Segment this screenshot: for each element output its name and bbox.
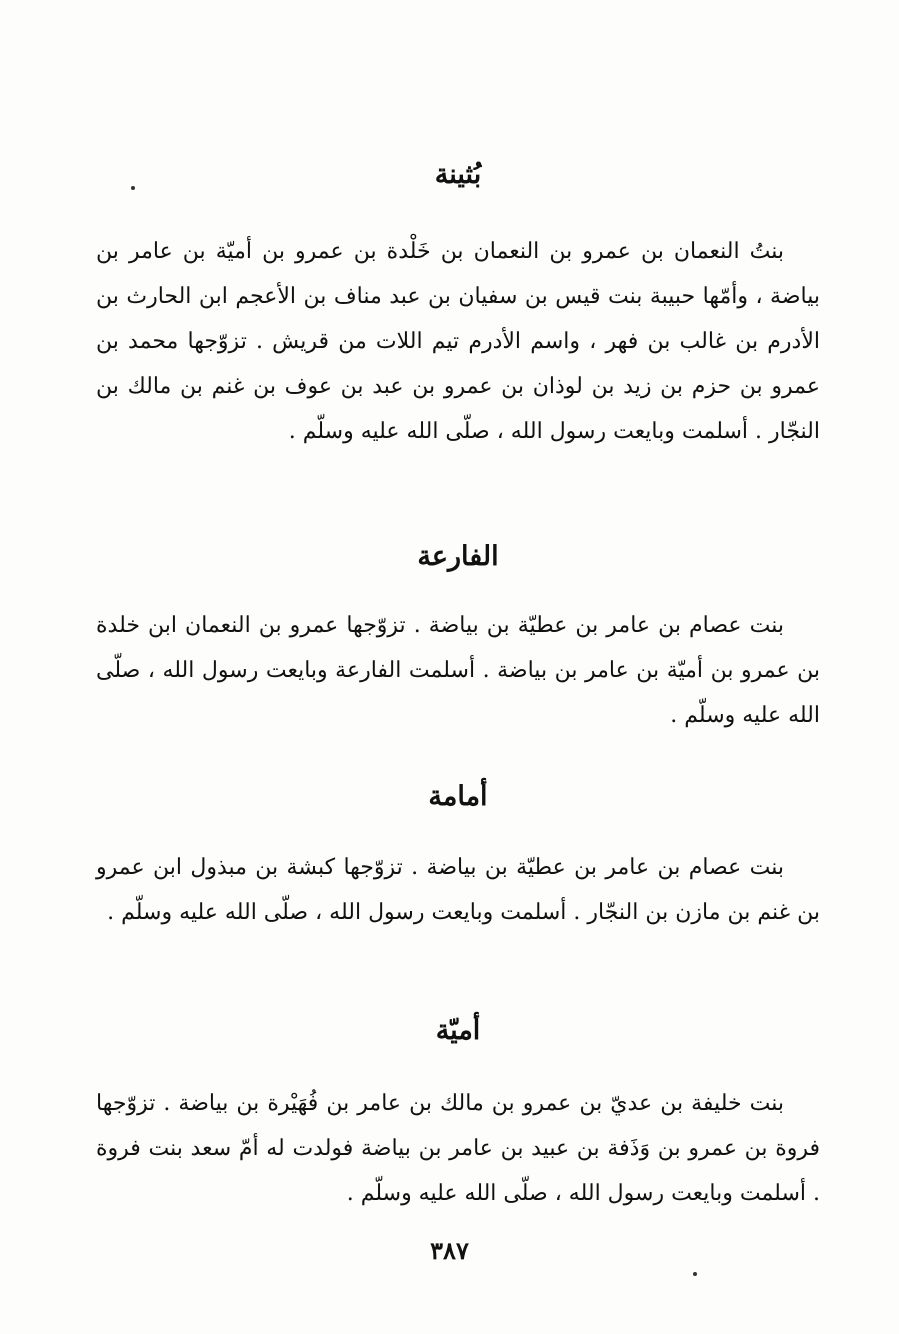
page-number: ٣٨٧	[430, 1236, 469, 1265]
entry-buthayna	[96, 155, 820, 454]
ink-speck	[131, 186, 135, 190]
entry-umayya	[96, 1011, 820, 1216]
entry-umama	[96, 777, 820, 935]
entry-title: الفارعة	[417, 541, 499, 572]
ink-speck	[693, 1272, 697, 1276]
entry-text: بنت خليفة بن عديّ بن عمرو بن مالك بن عامر بن فُهَيْرة بن بياضة . تزوّجها فروة بن عمرو بن وَذَفة بن عبيد بن عامر بن بياضة فولدت له أمّ سعد بنت فروة . أسلمت وبايعت رسول الله ، صلّى الله عليه وسلّم .	[96, 1091, 820, 1206]
entry-alfari'a	[96, 537, 820, 738]
entry-text: بنت عصام بن عامر بن عطيّة بن بياضة . تزوّجها عمرو بن النعمان ابن خلدة بن عمرو بن أميّة بن عامر بن بياضة . أسلمت الفارعة وبايعت رسول الله ، صلّى الله عليه وسلّم .	[96, 613, 820, 728]
entry-title: أمامة	[428, 781, 488, 812]
entry-text: بنتُ النعمان بن عمرو بن النعمان بن خَلْدة بن عمرو بن أميّة بن عامر بن بياضة ، وأمّها حبيبة بنت قيس بن سفيان بن عبد مناف بن الأعجم ابن الحارث بن الأدرم بن غالب بن فهر ، واسم الأدرم تيم اللات من قريش . تزوّجها محمد بن عمرو بن حزم بن زيد بن لوذان بن عمرو بن عبد بن عوف بن غنم بن مالك بن النجّار . أسلمت وبايعت رسول الله ، صلّى الله عليه وسلّم .	[96, 239, 820, 444]
entry-title: بُثينة	[434, 159, 482, 190]
entry-text: بنت عصام بن عامر بن عطيّة بن بياضة . تزوّجها كبشة بن مبذول ابن عمرو بن غنم بن مازن بن النجّار . أسلمت وبايعت رسول الله ، صلّى الله عليه وسلّم .	[96, 855, 820, 925]
entry-title: أميّة	[435, 1015, 481, 1046]
